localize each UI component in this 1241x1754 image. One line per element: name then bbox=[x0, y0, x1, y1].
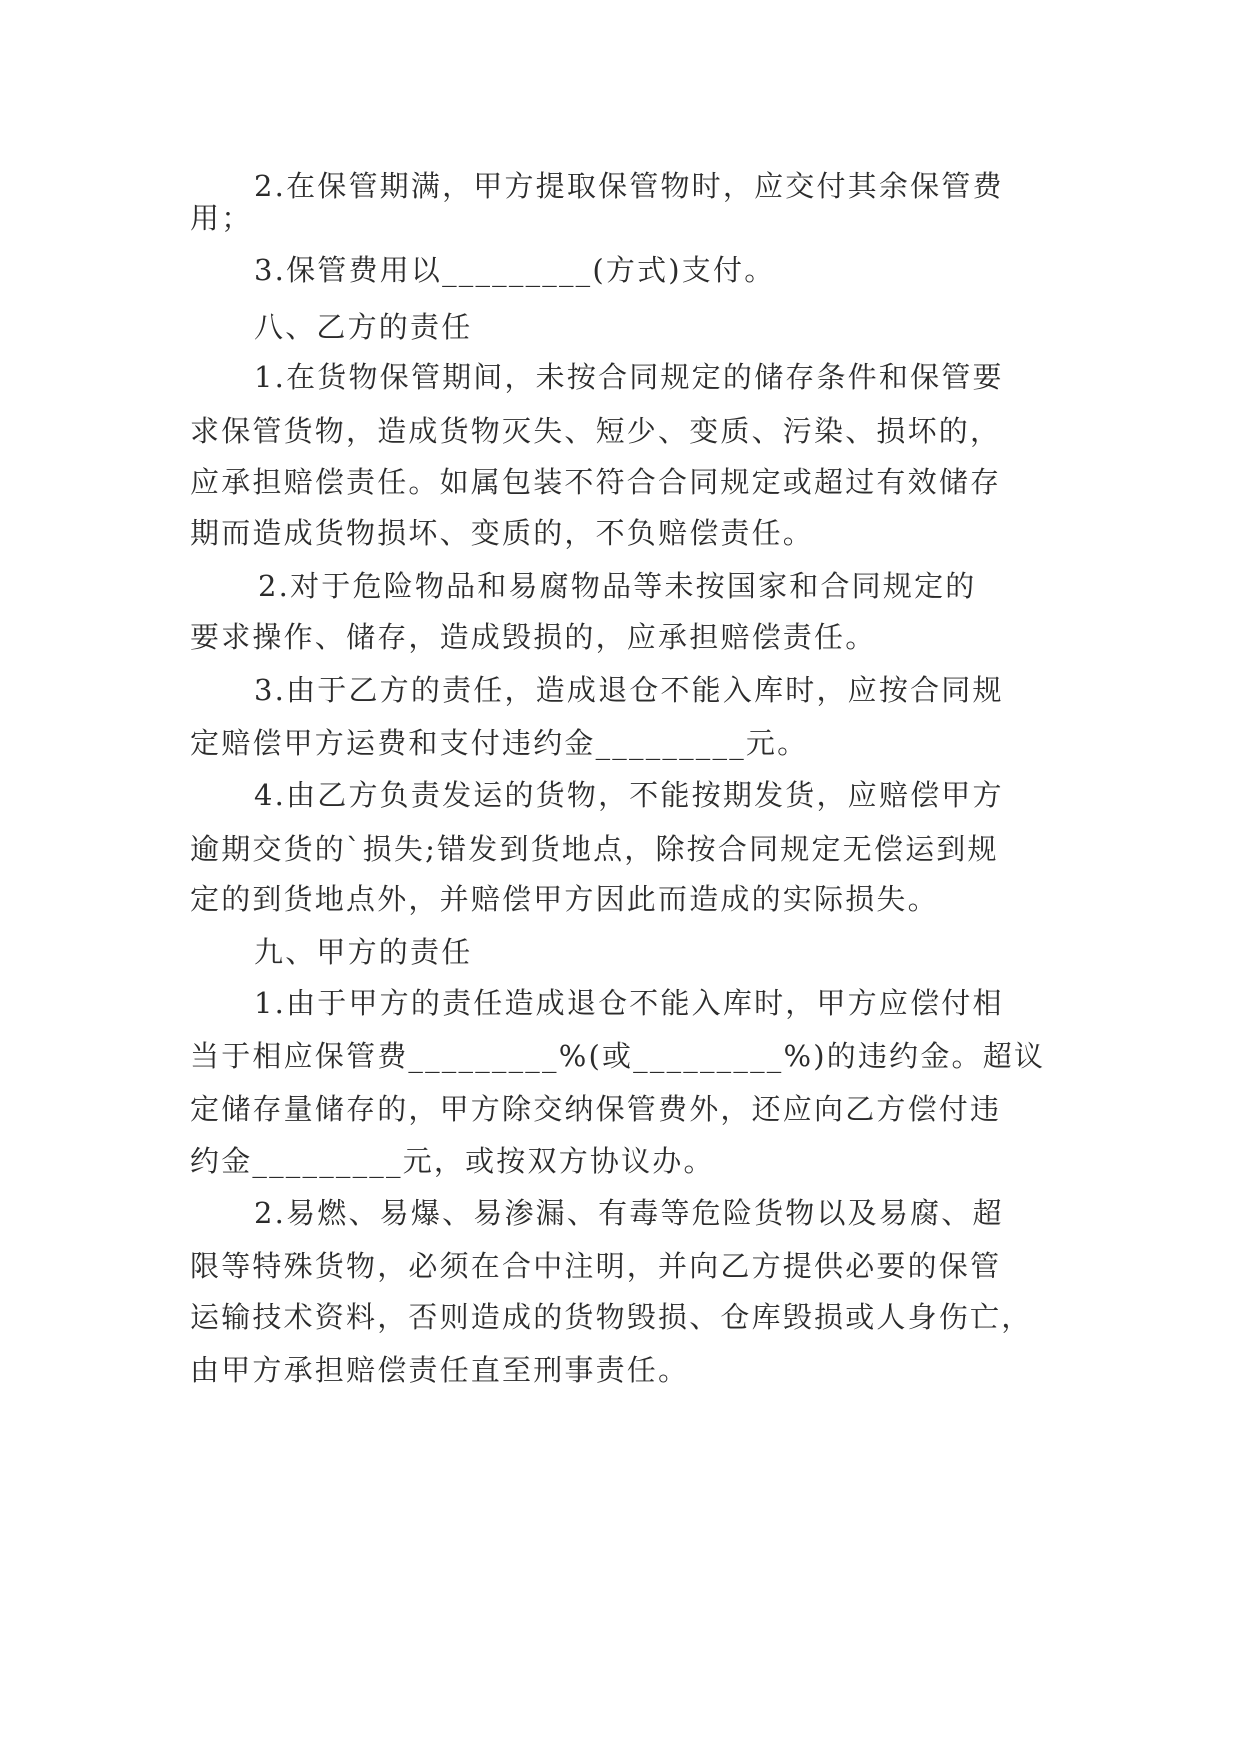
section-heading: 九、甲方的责任 bbox=[254, 935, 473, 969]
paragraph-line: 逾期交货的`损失;错发到货地点，除按合同规定无偿运到规 bbox=[190, 832, 999, 866]
paragraph-line: 2.对于危险物品和易腐物品等未按国家和合同规定的 bbox=[258, 569, 977, 603]
paragraph-line: 求保管货物，造成货物灭失、短少、变质、污染、损坏的， bbox=[190, 414, 1002, 448]
paragraph-line: 1.由于甲方的责任造成退仓不能入库时，甲方应偿付相 bbox=[254, 986, 1004, 1020]
paragraph-line: 定的到货地点外，并赔偿甲方因此而造成的实际损失。 bbox=[190, 882, 939, 916]
paragraph-line: 用； bbox=[190, 201, 253, 235]
section-heading: 八、乙方的责任 bbox=[254, 310, 473, 344]
paragraph-line: 3.保管费用以_________(方式)支付。 bbox=[254, 253, 776, 287]
paragraph-line: 定赔偿甲方运费和支付违约金_________元。 bbox=[190, 726, 809, 760]
paragraph-line: 2.在保管期满，甲方提取保管物时，应交付其余保管费 bbox=[254, 169, 1004, 203]
paragraph-line: 2.易燃、易爆、易渗漏、有毒等危险货物以及易腐、超 bbox=[254, 1196, 1004, 1230]
paragraph-line: 定储存量储存的，甲方除交纳保管费外，还应向乙方偿付违 bbox=[190, 1092, 1002, 1126]
paragraph-line: 期而造成货物损坏、变质的，不负赔偿责任。 bbox=[190, 516, 815, 550]
paragraph-line: 3.由于乙方的责任，造成退仓不能入库时，应按合同规 bbox=[254, 673, 1004, 707]
paragraph-line: 运输技术资料，否则造成的货物毁损、仓库毁损或人身伤亡， bbox=[190, 1300, 1033, 1334]
paragraph-line: 1.在货物保管期间，未按合同规定的储存条件和保管要 bbox=[254, 360, 1004, 394]
paragraph-line: 应承担赔偿责任。如属包装不符合合同规定或超过有效储存 bbox=[190, 465, 1002, 499]
paragraph-line: 当于相应保管费_________%(或_________%)的违约金。超议 bbox=[190, 1039, 1046, 1073]
paragraph-line: 限等特殊货物，必须在合中注明，并向乙方提供必要的保管 bbox=[190, 1249, 1002, 1283]
paragraph-line: 要求操作、储存，造成毁损的，应承担赔偿责任。 bbox=[190, 620, 877, 654]
paragraph-line: 约金_________元，或按双方协议办。 bbox=[190, 1144, 715, 1178]
paragraph-line: 4.由乙方负责发运的货物，不能按期发货，应赔偿甲方 bbox=[254, 778, 1004, 812]
paragraph-line: 由甲方承担赔偿责任直至刑事责任。 bbox=[190, 1353, 690, 1387]
